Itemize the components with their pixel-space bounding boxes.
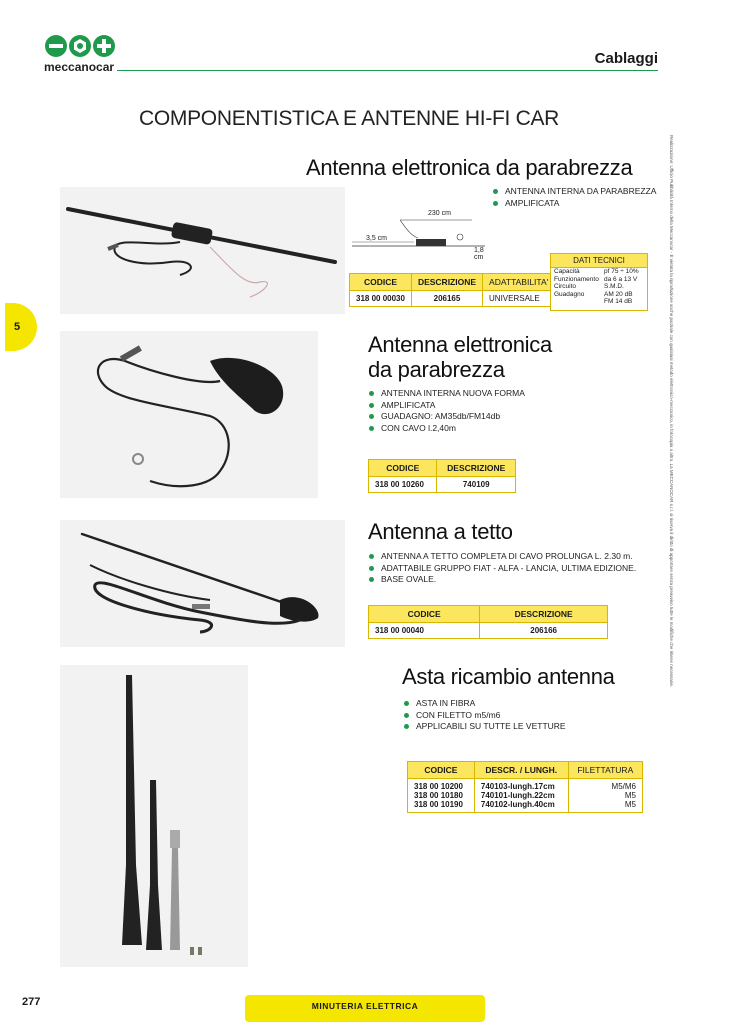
bullet-item: ANTENNA A TETTO COMPLETA DI CAVO PROLUNGA L. 2.30 m. xyxy=(369,551,636,563)
section-title: Cablaggi xyxy=(594,50,658,67)
table-row: 318 00 10260 740109 xyxy=(369,477,516,493)
spec-row: Funzionamento da 6 a 13 V xyxy=(554,275,638,283)
table-row: 318 00 10190 740102-lungh.40cm M5 xyxy=(408,800,643,813)
meccanocar-logo xyxy=(44,34,116,58)
technical-data-title: DATI TECNICI xyxy=(551,254,647,268)
page-number: 277 xyxy=(22,996,41,1008)
chapter-number: 5 xyxy=(14,321,21,333)
col-header: DESCRIZIONE xyxy=(411,274,482,291)
dim-length: 230 cm xyxy=(428,210,451,217)
bullet-item: GUADAGNO: AM35db/FM14db xyxy=(369,411,525,423)
product-3-title: Antenna a tetto xyxy=(368,519,513,544)
table-row: 318 00 00030 206165 UNIVERSALE xyxy=(350,291,555,307)
product-3-table xyxy=(368,605,608,639)
spec-row: FM 14 dB xyxy=(604,298,633,305)
product-4-title: Asta ricambio antenna xyxy=(402,664,615,689)
table-row: 318 00 10180 740101-lungh.22cm M5 xyxy=(408,791,643,800)
product-1-table xyxy=(349,273,555,307)
bullet-item: CON CAVO l.2,40m xyxy=(369,423,525,435)
dim-height: 1,8 cm xyxy=(474,247,484,261)
bullet-item: ASTA IN FIBRA xyxy=(404,698,566,710)
bullet-item: AMPLIFICATA xyxy=(493,198,656,210)
col-header: ADATTABILITA' xyxy=(483,274,555,291)
bullet-item: AMPLIFICATA xyxy=(369,400,525,412)
product-3-bullets xyxy=(369,551,636,586)
product-1-title: Antenna elettronica da parabrezza xyxy=(306,155,633,180)
footer-label: MINUTERIA ELETTRICA xyxy=(311,1001,419,1011)
table-row: 318 00 00040 206166 xyxy=(369,623,608,639)
col-header: CODICE xyxy=(369,606,480,623)
spec-row: Circuito S.M.D. xyxy=(554,283,624,290)
product-3-photo xyxy=(60,520,345,647)
bullet-item: CON FILETTO m5/m6 xyxy=(404,710,566,722)
product-4-bullets xyxy=(404,698,566,733)
bullet-item: BASE OVALE. xyxy=(369,574,636,586)
col-header: DESCRIZIONE xyxy=(437,460,516,477)
col-header: DESCRIZIONE xyxy=(480,606,608,623)
product-1-photo xyxy=(60,187,345,314)
product-2-bullets xyxy=(369,388,525,434)
product-2-photo xyxy=(60,331,318,498)
table-row: 318 00 10200 740103-lungh.17cm M5/M6 xyxy=(408,779,643,792)
bullet-item: ANTENNA INTERNA DA PARABREZZA xyxy=(493,186,656,198)
technical-data-box xyxy=(550,253,648,311)
spec-row: Capacità pf 75 ÷ 10% xyxy=(554,268,639,275)
col-header: CODICE xyxy=(408,762,475,779)
product-1-bullets xyxy=(493,186,656,209)
product-1-dimension-drawing xyxy=(350,210,490,270)
product-2-table xyxy=(368,459,516,493)
col-header: DESCR. / LUNGH. xyxy=(474,762,568,779)
side-note: Realizzazione: Ufficio Pubblicità Interno della Meccanocar - È vietata la riproduzione anche parziale con qualsiasi metodo elettronico-meccanico, in fotocopia o altro. La MECCANOCAR s.r.l. si riserva il diritto di apportare senza preavviso tutte le modifiche che ritiene necessarie. xyxy=(669,135,674,688)
col-header: FILETTATURA xyxy=(568,762,642,779)
bullet-item: APPLICABILI SU TUTTE LE VETTURE xyxy=(404,721,566,733)
product-4-photo xyxy=(60,665,248,967)
page-title: COMPONENTISTICA E ANTENNE HI-FI CAR xyxy=(139,107,560,130)
chapter-tab xyxy=(5,303,37,351)
header-rule xyxy=(117,70,658,71)
brand-name: meccanocar xyxy=(44,60,115,74)
dim-left: 3,5 cm xyxy=(366,235,388,242)
product-2-title: Antenna elettronica da parabrezza xyxy=(368,332,552,382)
col-header: CODICE xyxy=(350,274,412,291)
product-4-table xyxy=(407,761,643,813)
bullet-item: ADATTABILE GRUPPO FIAT - ALFA - LANCIA, ULTIMA EDIZIONE. xyxy=(369,563,636,575)
col-header: CODICE xyxy=(369,460,437,477)
bullet-item: ANTENNA INTERNA NUOVA FORMA xyxy=(369,388,525,400)
spec-row: Guadagno AM 20 dB xyxy=(554,290,633,298)
